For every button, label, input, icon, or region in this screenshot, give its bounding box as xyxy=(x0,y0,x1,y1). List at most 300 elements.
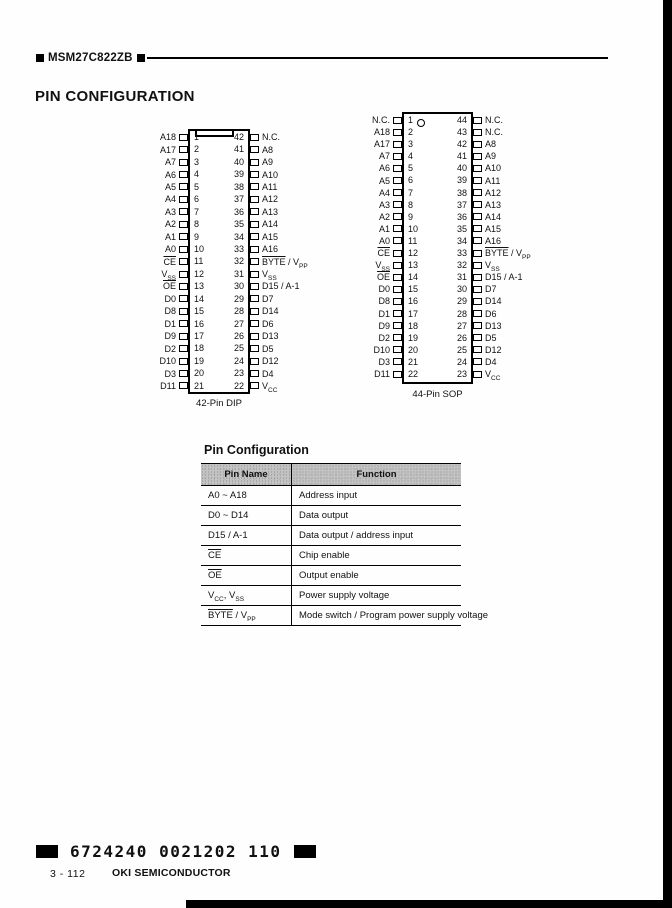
pin-box-icon xyxy=(473,129,482,136)
doc-title: MSM27C822ZB xyxy=(48,52,133,64)
table-row xyxy=(201,486,461,506)
pin-number: 26 xyxy=(456,332,467,343)
pin-label: A2 xyxy=(164,219,176,230)
pin-number: 38 xyxy=(456,187,467,198)
pin-label: A0 xyxy=(164,244,176,255)
pin-label: D3 xyxy=(164,368,176,379)
pin-number: 30 xyxy=(233,281,244,292)
pin-number: 20 xyxy=(408,344,419,355)
pin-number: 11 xyxy=(194,256,204,267)
pin-label: $V_{CC}$ xyxy=(485,369,501,382)
pin-number: 29 xyxy=(233,293,244,304)
pin-label: A9 xyxy=(485,151,497,162)
pin-number: 14 xyxy=(194,293,205,304)
table-row xyxy=(201,526,461,546)
pin-number: 35 xyxy=(456,223,467,234)
pin-number: 37 xyxy=(456,199,467,210)
table-title: Pin Configuration xyxy=(204,443,309,457)
pin-box-icon xyxy=(393,334,402,341)
pin-row xyxy=(136,181,188,193)
pin-number: 8 xyxy=(408,199,414,210)
pin-row xyxy=(136,330,188,342)
pin-number: 20 xyxy=(194,368,205,379)
pin-name-cell: D15 / A-1 xyxy=(201,526,292,546)
function-cell: Data output / address input xyxy=(292,526,462,546)
pin-box-icon xyxy=(393,225,402,232)
pin-row xyxy=(473,332,559,344)
pin-box-icon xyxy=(473,213,482,220)
pin-number: 28 xyxy=(456,308,467,319)
pin-label: A7 xyxy=(164,157,176,168)
pin-number: 39 xyxy=(233,169,244,180)
page-header xyxy=(36,52,608,64)
pin-number: 32 xyxy=(456,260,467,271)
pin-box-icon xyxy=(179,295,188,302)
pin-number: 44 xyxy=(456,115,467,125)
pin-label: $\overline{CE}$ xyxy=(163,256,176,267)
pin-name-cell: A0 ~ A18 xyxy=(201,486,292,506)
pin-box-icon xyxy=(250,196,259,203)
pin-number: 29 xyxy=(456,296,467,307)
pin-row xyxy=(350,295,402,307)
pin-box-icon xyxy=(393,250,402,257)
pin-row xyxy=(136,255,188,267)
pin-name-cell: $\overline{OE}$ xyxy=(201,566,292,586)
pin-box-icon xyxy=(473,346,482,353)
pin-number: 9 xyxy=(194,231,200,242)
pin-label: A5 xyxy=(164,181,176,192)
pin-row xyxy=(250,231,336,243)
pin-box-icon xyxy=(393,201,402,208)
barcode-digits: 6724240 0021202 110 xyxy=(70,842,282,861)
pin-row xyxy=(473,199,559,211)
pin-box-icon xyxy=(179,196,188,203)
pin-label: A17 xyxy=(373,139,390,150)
pin-label: BYTE / $V_{PP}$ xyxy=(262,256,308,270)
pin-number: 26 xyxy=(233,331,244,341)
pin-number: 10 xyxy=(408,223,419,234)
pin-row xyxy=(473,247,559,259)
pin-box-icon xyxy=(179,258,188,265)
chip-left-pin-labels xyxy=(136,129,188,392)
pin-row xyxy=(250,355,336,367)
pin-label: D11 xyxy=(160,380,176,391)
pin-row xyxy=(350,283,402,295)
pin-number: 27 xyxy=(233,318,244,329)
pin-number: 17 xyxy=(194,331,205,341)
pin-row xyxy=(350,235,402,247)
footer-barcode xyxy=(36,842,316,861)
pin-box-icon xyxy=(179,221,188,228)
pin-label: $V_{SS}$ xyxy=(375,260,390,273)
chip-caption: 44-Pin SOP xyxy=(412,389,463,400)
pin-box-icon xyxy=(250,283,259,290)
pin-row xyxy=(250,243,336,255)
pin-box-icon xyxy=(179,283,188,290)
pin-row xyxy=(250,280,336,292)
pin-box-icon xyxy=(179,333,188,340)
pin-box-icon xyxy=(179,358,188,365)
pin-label: A17 xyxy=(159,144,176,155)
pin-box-icon xyxy=(179,382,188,389)
pin-row xyxy=(350,308,402,320)
pin-label: D7 xyxy=(485,284,497,295)
column-header-function: Function xyxy=(292,464,462,486)
pin-box-icon xyxy=(393,274,402,281)
pin-row xyxy=(473,344,559,356)
pin-row xyxy=(250,293,336,305)
company-name: OKI SEMICONDUCTOR xyxy=(112,867,231,879)
pin-row xyxy=(473,320,559,332)
pin-number: 15 xyxy=(194,306,205,317)
header-rule xyxy=(147,57,608,60)
pin-number: 16 xyxy=(408,296,419,307)
pin-label: D4 xyxy=(485,356,497,367)
pin-row xyxy=(136,231,188,243)
function-cell: Mode switch / Program power supply voltage xyxy=(292,606,462,626)
pin-label: A11 xyxy=(262,181,278,192)
pin-label: A10 xyxy=(485,163,502,174)
pin-label: A0 xyxy=(378,235,390,246)
pin-box-icon xyxy=(393,189,402,196)
pin-name-cell: $\overline{CE}$ xyxy=(201,546,292,566)
pin-number: 19 xyxy=(194,355,205,366)
pin-row xyxy=(250,318,336,330)
pin-box-icon xyxy=(250,370,259,377)
pin-number: 11 xyxy=(408,235,418,246)
pin-label: A6 xyxy=(378,163,390,174)
pin-number: 8 xyxy=(194,219,200,230)
pin-label: A16 xyxy=(485,235,502,246)
pin-box-icon xyxy=(393,310,402,317)
pin-number: 31 xyxy=(233,268,244,279)
pin-label: D8 xyxy=(378,296,390,307)
chip-left-pin-numbers xyxy=(408,114,418,380)
pin-box-icon xyxy=(393,213,402,220)
pin-number: 19 xyxy=(408,332,419,343)
pin-label: A18 xyxy=(159,132,176,143)
pin-label: A16 xyxy=(262,244,279,255)
pin-box-icon xyxy=(473,371,482,378)
pin-box-icon xyxy=(250,171,259,178)
pin-number: 36 xyxy=(233,206,244,217)
pin-row xyxy=(136,168,188,180)
pin-label: D0 xyxy=(164,293,176,304)
pin-label: D7 xyxy=(262,293,274,304)
chip-diagram-42pin-dip xyxy=(136,129,336,409)
header-square-icon xyxy=(36,54,44,62)
pin1-indicator-icon xyxy=(417,119,425,127)
pin-label: N.C. xyxy=(372,115,390,126)
pin-box-icon xyxy=(250,308,259,315)
pin-box-icon xyxy=(179,271,188,278)
pin-box-icon xyxy=(250,271,259,278)
pin-label: $V_{SS}$ xyxy=(262,269,277,282)
pin-number: 12 xyxy=(194,268,205,279)
pin-label: A7 xyxy=(378,151,390,162)
pin-box-icon xyxy=(393,165,402,172)
function-cell: Output enable xyxy=(292,566,462,586)
pin-box-icon xyxy=(393,117,402,124)
pin-label: A14 xyxy=(262,219,279,230)
pin-name-cell: $V_{CC}$, $V_{SS}$ xyxy=(201,586,292,606)
pin-row xyxy=(350,344,402,356)
pin-number: 27 xyxy=(456,320,467,331)
pin-box-icon xyxy=(393,153,402,160)
page-edge-bottom-bar xyxy=(186,900,672,908)
table-row xyxy=(201,546,461,566)
pin-function-table xyxy=(201,463,489,626)
pin-row xyxy=(250,156,336,168)
pin-row xyxy=(473,187,559,199)
pin-label: D14 xyxy=(485,296,502,307)
pin-row xyxy=(473,162,559,174)
pin-box-icon xyxy=(250,208,259,215)
chip-body xyxy=(188,129,250,394)
pin-box-icon xyxy=(473,153,482,160)
pin-number: 25 xyxy=(456,344,467,355)
pin-box-icon xyxy=(473,274,482,281)
pin-number: 32 xyxy=(233,256,244,267)
pin-label: A8 xyxy=(485,139,497,150)
pin-box-icon xyxy=(250,246,259,253)
pin-label: D2 xyxy=(164,343,176,354)
chip-right-pin-labels xyxy=(250,129,336,392)
pin-box-icon xyxy=(393,298,402,305)
pin-box-icon xyxy=(393,177,402,184)
pin-number: 31 xyxy=(456,272,467,283)
page-number: 3 - 112 xyxy=(50,868,86,880)
chip-diagram-44pin-sop xyxy=(350,112,559,400)
pin-configuration-section xyxy=(201,443,489,626)
pin-row xyxy=(473,259,559,271)
pin-box-icon xyxy=(250,295,259,302)
pin-label: D0 xyxy=(378,284,390,295)
pin-number: 22 xyxy=(408,368,419,379)
pin-box-icon xyxy=(179,370,188,377)
pin-label: $V_{SS}$ xyxy=(485,260,500,273)
pin-row xyxy=(136,305,188,317)
pin-label: N.C. xyxy=(485,127,503,138)
pin-number: 25 xyxy=(233,343,244,354)
pin-number: 33 xyxy=(456,248,467,259)
pin-row xyxy=(136,156,188,168)
function-cell: Address input xyxy=(292,486,462,506)
pin-label: A18 xyxy=(373,127,390,138)
pin-number: 33 xyxy=(233,243,244,254)
pin-number: 21 xyxy=(408,356,419,367)
pin-label: D2 xyxy=(378,332,390,343)
pin-box-icon xyxy=(179,233,188,240)
pin-row xyxy=(473,356,559,368)
pin-box-icon xyxy=(179,320,188,327)
pin-row xyxy=(136,380,188,392)
pin-number: 40 xyxy=(456,163,467,174)
table-row xyxy=(201,506,461,526)
pin-row xyxy=(350,114,402,126)
chip-right-pin-labels xyxy=(473,112,559,380)
pin-label: A13 xyxy=(485,199,502,210)
pin-row xyxy=(250,342,336,354)
pin-row xyxy=(350,199,402,211)
pin-label: A8 xyxy=(262,144,274,155)
pin-row xyxy=(350,126,402,138)
pin-number: 42 xyxy=(456,139,467,150)
pin-row xyxy=(350,247,402,259)
pin-box-icon xyxy=(179,171,188,178)
chip-right-pin-numbers xyxy=(234,131,244,392)
pin-label: D1 xyxy=(164,318,176,329)
pin-row xyxy=(136,355,188,367)
pin-label: D1 xyxy=(378,308,390,319)
page-edge-right-bar xyxy=(663,0,672,908)
pin-box-icon xyxy=(473,189,482,196)
pin-row xyxy=(473,283,559,295)
pin-number: 34 xyxy=(456,235,467,246)
pin-box-icon xyxy=(250,221,259,228)
pin-number: 7 xyxy=(408,187,414,198)
pin-label: A3 xyxy=(164,206,176,217)
pin-row xyxy=(136,367,188,379)
pin-label: D14 xyxy=(262,306,279,317)
pin-row xyxy=(250,255,336,270)
chip-left-pin-numbers xyxy=(194,131,204,392)
pin-row xyxy=(350,223,402,235)
function-cell: Data output xyxy=(292,506,462,526)
pin-number: 23 xyxy=(233,368,244,379)
pin-number: 41 xyxy=(456,151,467,162)
pin-label: D12 xyxy=(262,356,279,367)
pin-row xyxy=(136,280,188,292)
pin-row xyxy=(350,271,402,283)
pin-number: 7 xyxy=(194,206,200,217)
pin-number: 14 xyxy=(408,272,419,283)
pin-number: 23 xyxy=(456,368,467,379)
pin-number: 37 xyxy=(233,194,244,205)
pin-label: A13 xyxy=(262,206,279,217)
pin-number: 35 xyxy=(233,219,244,230)
pin-label: D11 xyxy=(374,369,390,380)
pin-row xyxy=(473,223,559,235)
pin-box-icon xyxy=(179,159,188,166)
pin-number: 5 xyxy=(408,163,414,174)
pin-row xyxy=(136,131,188,143)
pin-row xyxy=(136,243,188,255)
pin-label: A12 xyxy=(262,194,279,205)
pin-label: A5 xyxy=(378,175,390,186)
chip-caption: 42-Pin DIP xyxy=(196,398,242,409)
pin-label: D6 xyxy=(485,308,497,319)
pin-number: 42 xyxy=(233,132,244,142)
pin-box-icon xyxy=(393,129,402,136)
pin-label: $\overline{OE}$ xyxy=(376,272,390,283)
pin-box-icon xyxy=(473,117,482,124)
pin-box-icon xyxy=(473,250,482,257)
pin-row xyxy=(350,368,402,380)
table-header-row xyxy=(201,464,461,486)
pin-row xyxy=(473,150,559,162)
pin-box-icon xyxy=(473,177,482,184)
pin-number: 10 xyxy=(194,243,205,254)
pin-box-icon xyxy=(393,237,402,244)
pin-row xyxy=(136,293,188,305)
pin-label: D15 / A-1 xyxy=(485,272,523,283)
pin-box-icon xyxy=(473,165,482,172)
table-row xyxy=(201,586,461,606)
pin-box-icon xyxy=(473,310,482,317)
pin-row xyxy=(136,143,188,155)
chip-body xyxy=(402,112,473,384)
pin-label: D12 xyxy=(485,344,502,355)
pin-label: D5 xyxy=(485,332,497,343)
pin-number: 1 xyxy=(408,115,414,125)
pin-number: 17 xyxy=(408,308,419,319)
pin-label: D5 xyxy=(262,343,274,354)
pin-box-icon xyxy=(250,146,259,153)
pin-box-icon xyxy=(179,246,188,253)
pin-row xyxy=(473,271,559,283)
pin-number: 41 xyxy=(233,144,244,155)
pin-row xyxy=(473,295,559,307)
pin-row xyxy=(250,330,336,342)
pin-box-icon xyxy=(179,183,188,190)
pin-number: 30 xyxy=(456,284,467,295)
pin-box-icon xyxy=(393,141,402,148)
pin-number: 18 xyxy=(408,320,419,331)
pin-label: A1 xyxy=(164,231,176,242)
pin-label: N.C. xyxy=(485,115,503,126)
pin-label: N.C. xyxy=(262,132,280,143)
pin-box-icon xyxy=(473,225,482,232)
pin-row xyxy=(250,305,336,317)
pin-number: 3 xyxy=(194,156,200,167)
barcode-square-icon xyxy=(294,845,316,858)
pin-box-icon xyxy=(473,201,482,208)
pin-label: D8 xyxy=(164,306,176,317)
pin-box-icon xyxy=(179,308,188,315)
pin-number: 13 xyxy=(194,281,205,292)
pin-number: 40 xyxy=(233,156,244,167)
pin-row xyxy=(250,181,336,193)
pin-label: A12 xyxy=(485,187,502,198)
pin-row xyxy=(473,174,559,186)
pin-number: 38 xyxy=(233,181,244,192)
pin-box-icon xyxy=(250,159,259,166)
pin-row xyxy=(136,342,188,354)
pin-row xyxy=(350,259,402,271)
pin-box-icon xyxy=(250,134,259,141)
pin-row xyxy=(136,206,188,218)
pin-row xyxy=(350,211,402,223)
pin-function-table-body xyxy=(201,486,489,626)
pin-row xyxy=(350,162,402,174)
pin-label: A15 xyxy=(262,231,279,242)
pin-label: D13 xyxy=(262,331,279,342)
pin-number: 15 xyxy=(408,284,419,295)
pin-number: 24 xyxy=(456,356,467,367)
pin-box-icon xyxy=(473,298,482,305)
pin-row xyxy=(250,380,336,392)
function-cell: Power supply voltage xyxy=(292,586,462,606)
pin-label: D6 xyxy=(262,318,274,329)
pin-row xyxy=(136,193,188,205)
pin-row xyxy=(350,138,402,150)
header-square-icon xyxy=(137,54,145,62)
pin-label: A10 xyxy=(262,169,279,180)
pin-row xyxy=(136,318,188,330)
pin-box-icon xyxy=(250,233,259,240)
pin-row xyxy=(250,268,336,280)
